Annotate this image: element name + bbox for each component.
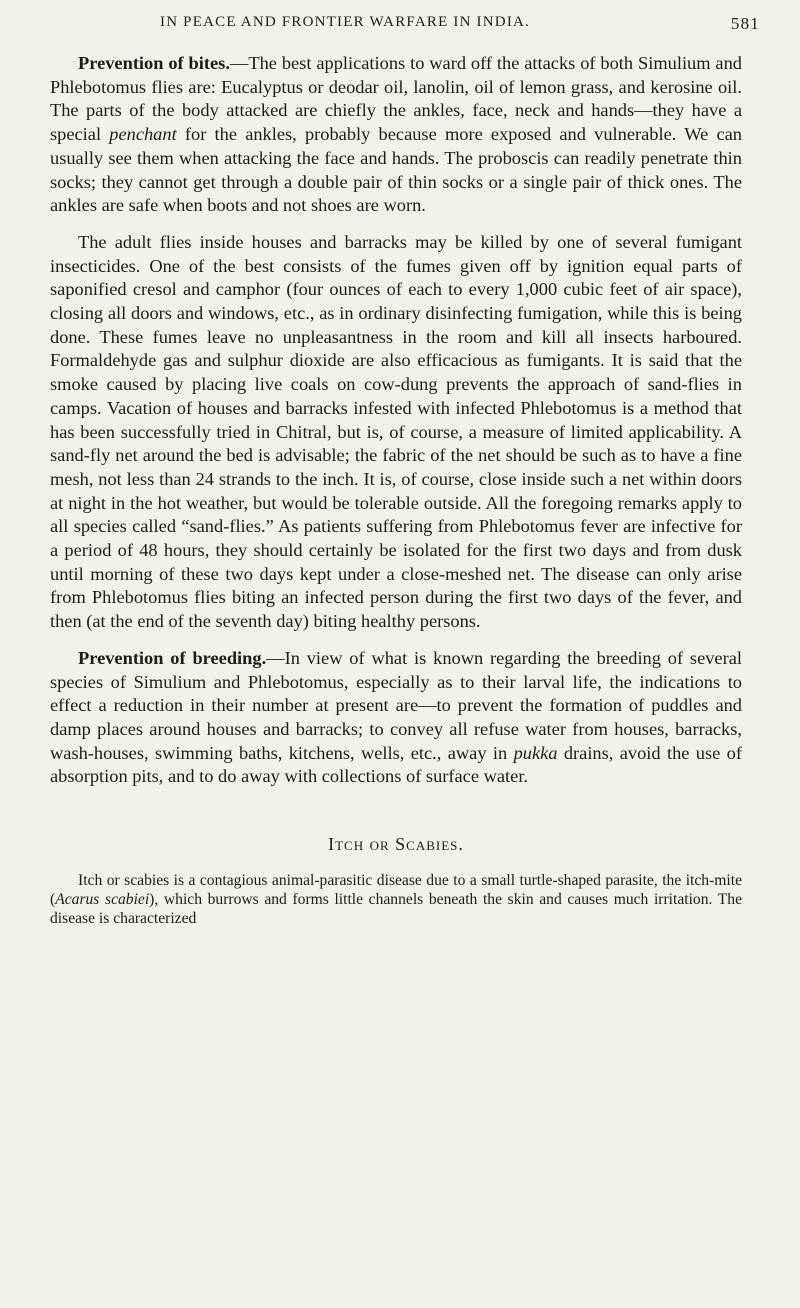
page-number: 581	[730, 14, 760, 33]
section-title-itch: Itch or Scabies.	[328, 834, 464, 855]
breeding-text-part-2: drains, avoid the use of absorption pits, and to do away with collections of surface water.	[50, 742, 742, 787]
paragraph-adult-flies: The adult flies inside houses and barracks may be killed by one of several fumigant insecticides. One of the best consists of the fumes given off by ignition equal parts of saponified cresol and camphor (four ounces of each to every 1,000 cubic feet of air space), closing all doors and windows, etc., as in ordinary disinfecting fumigation, while this is being done. These fumes leave no unpleasantness in the room and kill all insects harboured. Formaldehyde gas and sulphur dioxide are also efficacious as fumigants. It is said that the smoke caused by placing live coals on cow-dung prevents the approach of sand-flies in camps. Vacation of houses and barracks infested with infected Phlebotomus is a method that has been successfully tried in Chitral, but is, of course, a measure of limited applicability. A sand-fly net around the bed is advisable; the fabric of the net should be such as to have a fine mesh, not less than 24 strands to the inch. It is, of course, close inside such a net within doors at night in the hot weather, but would be tolerable outside. All the foregoing remarks apply to all species called “sand-flies.” As patients suffering from Phlebotomus fever are infective for a period of 48 hours, they should certainly be isolated for the first two days and from dusk until morning of these two days kept under a close-meshed net. The disease can only arise from Phlebotomus flies biting an infected person during the first two days of the fever, and then (at the end of the seventh day) biting healthy persons.	[50, 231, 742, 632]
bites-text-part-1: —The best applications to ward off the attacks of both Simulium and Phlebotomus flies are: Eucalyptus or deodar oil, lanolin, oil of lemon grass, and kerosine oil. The parts of the body attacked are chiefly the ankles, face, neck and hands—they have a special	[50, 53, 742, 145]
itch-italic-name: Acarus scabiei	[55, 890, 150, 908]
running-title: IN PEACE AND FRONTIER WARFARE IN INDIA.	[160, 14, 530, 30]
paragraph-itch	[50, 871, 742, 928]
paragraph-prevention-of-breeding	[50, 647, 742, 789]
itch-text-part-2: ), which burrows and forms little channels beneath the skin and causes much irritation. The disease is characterized	[50, 890, 742, 927]
itch-section	[50, 871, 742, 928]
page-body	[50, 52, 742, 928]
bites-italic-word: penchant	[109, 124, 177, 145]
side-heading-breeding: Prevention of breeding.	[78, 647, 267, 668]
breeding-text-part-1: —In view of what is known regarding the breeding of several species of Simulium and Phlebotomus, especially as to their larval life, the indications to effect a reduction in their number at present are—to prevent the formation of puddles and damp places around houses and barracks; to convey all refuse water from houses, barracks, wash-houses, swimming baths, kitchens, wells, etc., away in	[50, 647, 742, 763]
running-head	[160, 14, 760, 34]
paragraph-prevention-of-bites	[50, 52, 742, 218]
breeding-italic-word: pukka	[513, 742, 558, 763]
bites-text-part-2: for the ankles, probably because more exposed and vulnerable. We can usually see them when attacking the face and hands. The proboscis can readily penetrate thin socks; they cannot get through a double pair of thin socks or a single pair of thick ones. The ankles are safe when boots and not shoes are worn.	[50, 124, 742, 216]
side-heading-bites: Prevention of bites.	[78, 53, 230, 73]
itch-text-part-1: Itch or scabies is a contagious animal-parasitic disease due to a small turtle-shaped parasite, the itch-mite (	[50, 871, 742, 908]
